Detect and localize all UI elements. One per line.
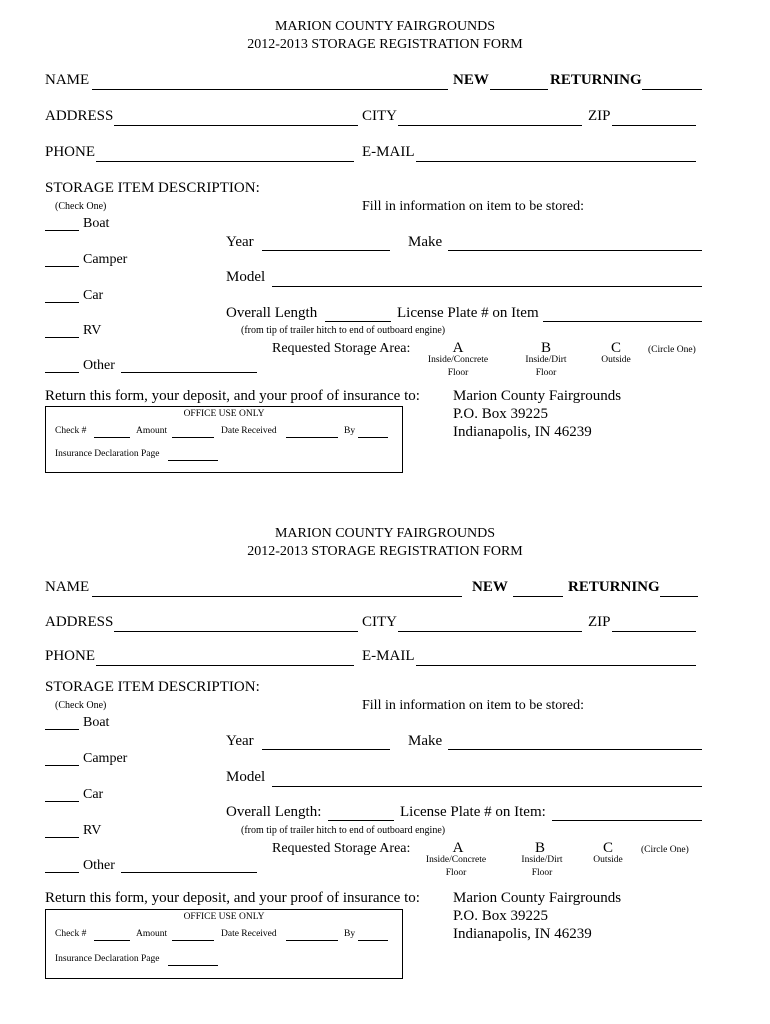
city-label: CITY [362,108,397,124]
city-label: CITY [362,614,397,630]
boat-label: Boat [83,216,110,231]
camper-label: Camper [83,252,128,267]
email-field[interactable] [416,665,696,666]
license-plate-field[interactable] [552,820,702,821]
option-b-desc-2: Floor [535,368,557,378]
city-field[interactable] [398,125,582,126]
address-label: ADDRESS [45,108,114,124]
check-number-field[interactable] [94,940,130,941]
new-label: NEW [472,579,508,595]
insurance-page-field[interactable] [168,965,218,966]
rv-checkbox[interactable] [45,837,79,838]
license-plate-label: License Plate # on Item [397,305,539,321]
date-received-field[interactable] [286,437,338,438]
overall-length-field[interactable] [325,321,391,322]
new-label: NEW [453,72,489,88]
rv-checkbox[interactable] [45,337,79,338]
form-subtitle: 2012-2013 STORAGE REGISTRATION FORM [247,544,523,559]
by-label: By [344,426,356,436]
address-field[interactable] [114,125,358,126]
amount-label: Amount [136,426,168,436]
returning-field[interactable] [642,89,702,90]
other-field[interactable] [121,872,257,873]
email-field[interactable] [416,161,696,162]
zip-field[interactable] [612,125,696,126]
make-field[interactable] [448,250,702,251]
camper-checkbox[interactable] [45,266,79,267]
phone-label: PHONE [45,144,96,160]
make-field[interactable] [448,749,702,750]
length-note: (from tip of trailer hitch to end of outboard engine) [241,325,446,336]
option-c[interactable]: C [610,340,621,356]
name-label: NAME [45,579,90,595]
insurance-page-label: Insurance Declaration Page [55,449,160,459]
check-number-field[interactable] [94,437,130,438]
model-label: Model [226,769,266,785]
year-field[interactable] [262,250,390,251]
check-one-note: (Check One) [55,700,107,711]
amount-label: Amount [136,929,168,939]
overall-length-label: Overall Length: [226,804,322,820]
registration-form-1 [0,0,770,500]
office-use-box [45,406,403,473]
rv-label: RV [83,323,102,338]
make-label: Make [408,234,443,250]
year-label: Year [226,234,254,250]
model-label: Model [226,269,266,285]
option-c-desc: Outside [601,355,631,365]
year-label: Year [226,733,254,749]
circle-one-note: (Circle One) [648,345,696,355]
city-field[interactable] [398,631,582,632]
new-field[interactable] [513,596,563,597]
returning-label: RETURNING [568,579,660,595]
mail-address-line-1: Marion County Fairgrounds [453,890,622,906]
date-received-label: Date Received [221,929,277,939]
zip-label: ZIP [588,614,611,630]
return-instruction: Return this form, your deposit, and your proof of insurance to: [45,388,420,404]
date-received-field[interactable] [286,940,338,941]
option-b-desc: Inside/Dirt [525,355,567,365]
email-label: E-MAIL [362,648,415,664]
name-field[interactable] [92,89,448,90]
option-a-desc: Inside/Concrete [425,855,487,865]
license-plate-label: License Plate # on Item: [400,804,546,820]
camper-checkbox[interactable] [45,765,79,766]
email-label: E-MAIL [362,144,415,160]
address-field[interactable] [114,631,358,632]
option-a[interactable]: A [452,840,464,856]
other-checkbox[interactable] [45,872,79,873]
form-title: MARION COUNTY FAIRGROUNDS [274,526,496,541]
check-number-label: Check # [55,929,87,939]
option-a-desc-2: Floor [447,368,469,378]
boat-checkbox[interactable] [45,230,79,231]
by-field[interactable] [358,437,388,438]
overall-length-field[interactable] [328,820,394,821]
option-a-desc-2: Floor [445,868,467,878]
phone-label: PHONE [45,648,96,664]
other-field[interactable] [121,372,257,373]
insurance-page-field[interactable] [168,460,218,461]
office-use-heading: OFFICE USE ONLY [183,409,265,419]
requested-area-label: Requested Storage Area: [272,841,411,856]
option-a-desc: Inside/Concrete [427,355,489,365]
by-field[interactable] [358,940,388,941]
zip-label: ZIP [588,108,611,124]
phone-field[interactable] [96,665,354,666]
option-c-desc: Outside [593,855,623,865]
returning-label: RETURNING [550,72,642,88]
fill-in-instruction: Fill in information on item to be stored: [362,199,585,214]
form-title: MARION COUNTY FAIRGROUNDS [274,19,496,34]
insurance-page-label: Insurance Declaration Page [55,954,160,964]
car-label: Car [83,288,104,303]
return-instruction: Return this form, your deposit, and your proof of insurance to: [45,890,420,906]
check-number-label: Check # [55,426,87,436]
license-plate-field[interactable] [543,321,702,322]
boat-label: Boat [83,715,110,730]
mail-address-line-3: Indianapolis, IN 46239 [453,424,592,440]
model-field[interactable] [272,286,702,287]
office-use-heading: OFFICE USE ONLY [183,912,265,922]
car-checkbox[interactable] [45,302,79,303]
car-checkbox[interactable] [45,801,79,802]
phone-field[interactable] [96,161,354,162]
address-label: ADDRESS [45,614,114,630]
circle-one-note: (Circle One) [641,845,689,855]
length-note: (from tip of trailer hitch to end of outboard engine) [241,825,446,836]
overall-length-label: Overall Length [226,305,318,321]
other-label: Other [83,358,115,373]
new-field[interactable] [490,89,548,90]
date-received-label: Date Received [221,426,277,436]
model-field[interactable] [272,786,702,787]
other-label: Other [83,858,115,873]
option-b[interactable]: B [540,340,551,356]
registration-form-2 [0,507,770,1007]
option-b-desc: Inside/Dirt [521,855,563,865]
storage-description-heading: STORAGE ITEM DESCRIPTION: [45,679,260,695]
option-c[interactable]: C [602,840,613,856]
mail-address-line-2: P.O. Box 39225 [453,406,549,422]
rv-label: RV [83,823,102,838]
office-use-box [45,909,403,979]
fill-in-instruction: Fill in information on item to be stored: [362,698,585,713]
option-b-desc-2: Floor [531,868,553,878]
zip-field[interactable] [612,631,696,632]
car-label: Car [83,787,104,802]
returning-field[interactable] [660,596,698,597]
name-field[interactable] [92,596,462,597]
make-label: Make [408,733,443,749]
check-one-note: (Check One) [55,201,107,212]
requested-area-label: Requested Storage Area: [272,341,411,356]
amount-field[interactable] [172,437,214,438]
mail-address-line-3: Indianapolis, IN 46239 [453,926,592,942]
year-field[interactable] [262,749,390,750]
mail-address-line-2: P.O. Box 39225 [453,908,549,924]
other-checkbox[interactable] [45,372,79,373]
name-label: NAME [45,72,90,88]
amount-field[interactable] [172,940,214,941]
camper-label: Camper [83,751,128,766]
by-label: By [344,929,356,939]
boat-checkbox[interactable] [45,729,79,730]
form-subtitle: 2012-2013 STORAGE REGISTRATION FORM [247,37,523,52]
option-a[interactable]: A [452,340,464,356]
option-b[interactable]: B [534,840,545,856]
storage-description-heading: STORAGE ITEM DESCRIPTION: [45,180,260,196]
mail-address-line-1: Marion County Fairgrounds [453,388,622,404]
